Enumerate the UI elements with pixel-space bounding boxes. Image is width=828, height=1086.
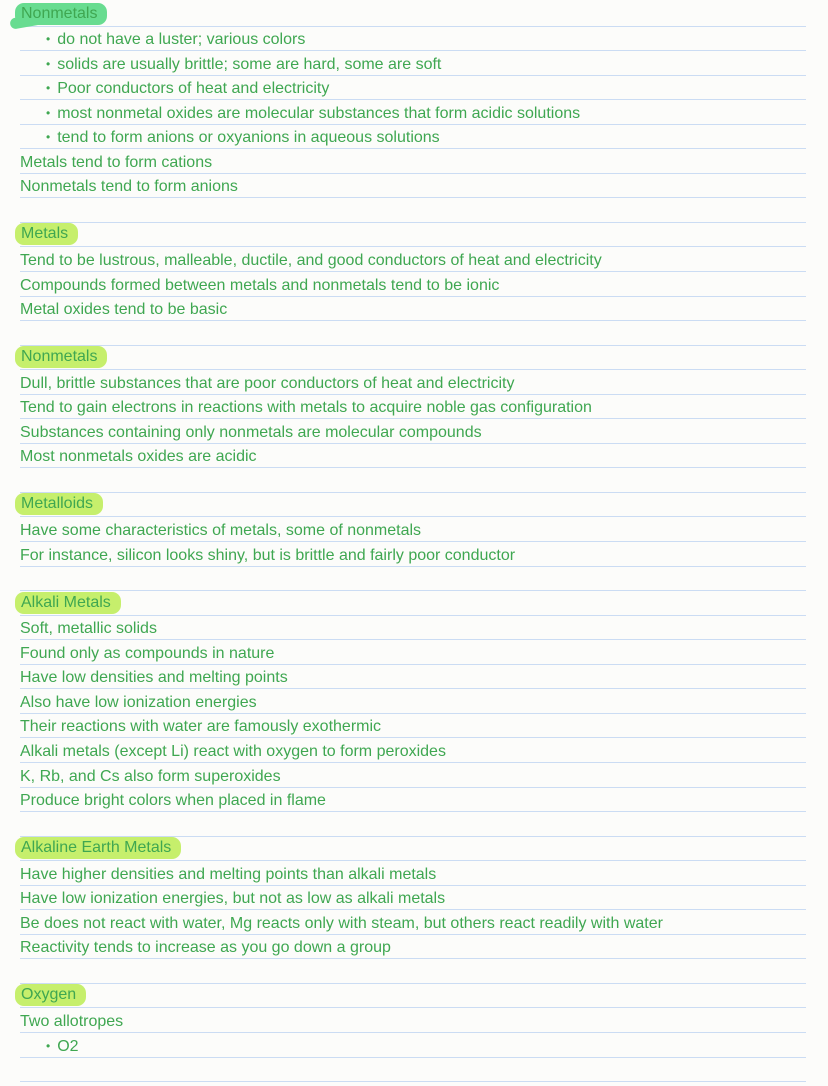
bullet-icon: • (46, 56, 51, 71)
note-line (20, 861, 806, 886)
note-line (20, 910, 806, 935)
note-text: Metal oxides tend to be basic (20, 301, 228, 319)
section-heading-row (20, 591, 806, 616)
note-line (20, 174, 806, 199)
note-text: tend to form anions or oxyanions in aqueous solutions (57, 129, 440, 147)
note-text: Also have low ionization energies (20, 693, 257, 711)
note-text: Found only as compounds in nature (20, 644, 275, 662)
note-line (20, 542, 806, 567)
highlighted-heading: Oxygen (15, 984, 86, 1006)
note-text: For instance, silicon looks shiny, but is brittle and fairly poor conductor (20, 546, 516, 564)
note-sheet[interactable] (20, 0, 806, 1082)
note-text: Metals tend to form cations (20, 153, 213, 171)
bullet-icon: • (46, 81, 51, 96)
section-heading-row (20, 984, 806, 1009)
note-line (20, 297, 806, 322)
section-heading-row (20, 837, 806, 862)
note-text: Have low densities and melting points (20, 669, 288, 687)
note-line (20, 247, 806, 272)
note-text: Their reactions with water are famously exothermic (20, 718, 382, 736)
note-line (20, 886, 806, 911)
note-line (20, 419, 806, 444)
bullet-icon: • (46, 130, 51, 145)
note-text: Tend to be lustrous, malleable, ductile, and good conductors of heat and electricity (20, 252, 602, 270)
note-text: Two allotropes (20, 1012, 124, 1030)
highlighted-heading: Metalloids (15, 493, 103, 515)
highlighted-heading: Nonmetals (15, 3, 107, 25)
section-heading-row (20, 2, 806, 27)
note-line (20, 149, 806, 174)
highlighted-heading: Metals (15, 223, 78, 245)
note-text: Produce bright colors when placed in flame (20, 792, 326, 810)
note-text: Soft, metallic solids (20, 620, 157, 638)
note-line (20, 51, 806, 76)
note-text: solids are usually brittle; some are hard, some are soft (57, 55, 442, 73)
ruled-line (20, 959, 806, 984)
note-line (20, 763, 806, 788)
note-text: most nonmetal oxides are molecular substances that form acidic solutions (57, 104, 581, 122)
ruled-line (20, 567, 806, 592)
note-text: Alkali metals (except Li) react with oxygen to form peroxides (20, 742, 446, 760)
note-text: O2 (57, 1037, 79, 1055)
ruled-line (20, 812, 806, 837)
ruled-line (20, 321, 806, 346)
ruled-line (20, 1058, 806, 1083)
note-line (20, 1033, 806, 1058)
note-text: Most nonmetals oxides are acidic (20, 448, 257, 466)
note-text: Substances containing only nonmetals are molecular compounds (20, 423, 482, 441)
bullet-icon: • (46, 105, 51, 120)
note-text: Have low ionization energies, but not as low as alkali metals (20, 890, 446, 908)
section-heading-row (20, 346, 806, 371)
note-text: Nonmetals tend to form anions (20, 178, 238, 196)
section-heading-row (20, 223, 806, 248)
note-line (20, 272, 806, 297)
note-line (20, 1008, 806, 1033)
note-line (20, 100, 806, 125)
note-text: Dull, brittle substances that are poor conductors of heat and electricity (20, 374, 515, 392)
ruled-line (20, 198, 806, 223)
note-line (20, 738, 806, 763)
note-line (20, 125, 806, 150)
note-line (20, 689, 806, 714)
note-text: Reactivity tends to increase as you go down a group (20, 939, 391, 957)
note-text: K, Rb, and Cs also form superoxides (20, 767, 281, 785)
section-heading-row (20, 493, 806, 518)
note-text: Have some characteristics of metals, some of nonmetals (20, 522, 422, 540)
note-line (20, 370, 806, 395)
bullet-icon: • (46, 1038, 51, 1053)
note-line (20, 517, 806, 542)
highlighted-heading: Alkaline Earth Metals (15, 837, 181, 859)
note-text: Compounds formed between metals and nonmetals tend to be ionic (20, 276, 500, 294)
note-line (20, 935, 806, 960)
note-line (20, 444, 806, 469)
note-line (20, 788, 806, 813)
note-text: Tend to gain electrons in reactions with metals to acquire noble gas configuration (20, 399, 592, 417)
ruled-line (20, 468, 806, 493)
highlighted-heading: Nonmetals (15, 346, 107, 368)
note-line (20, 714, 806, 739)
note-line (20, 616, 806, 641)
bullet-icon: • (46, 32, 51, 47)
note-line (20, 27, 806, 52)
note-line (20, 395, 806, 420)
note-line (20, 640, 806, 665)
note-text: do not have a luster; various colors (57, 31, 306, 49)
highlighted-heading: Alkali Metals (15, 592, 121, 614)
note-text: Have higher densities and melting points than alkali metals (20, 865, 437, 883)
note-line (20, 665, 806, 690)
note-text: Be does not react with water, Mg reacts only with steam, but others react readily with water (20, 914, 663, 932)
note-text: Poor conductors of heat and electricity (57, 80, 330, 98)
note-line (20, 76, 806, 101)
